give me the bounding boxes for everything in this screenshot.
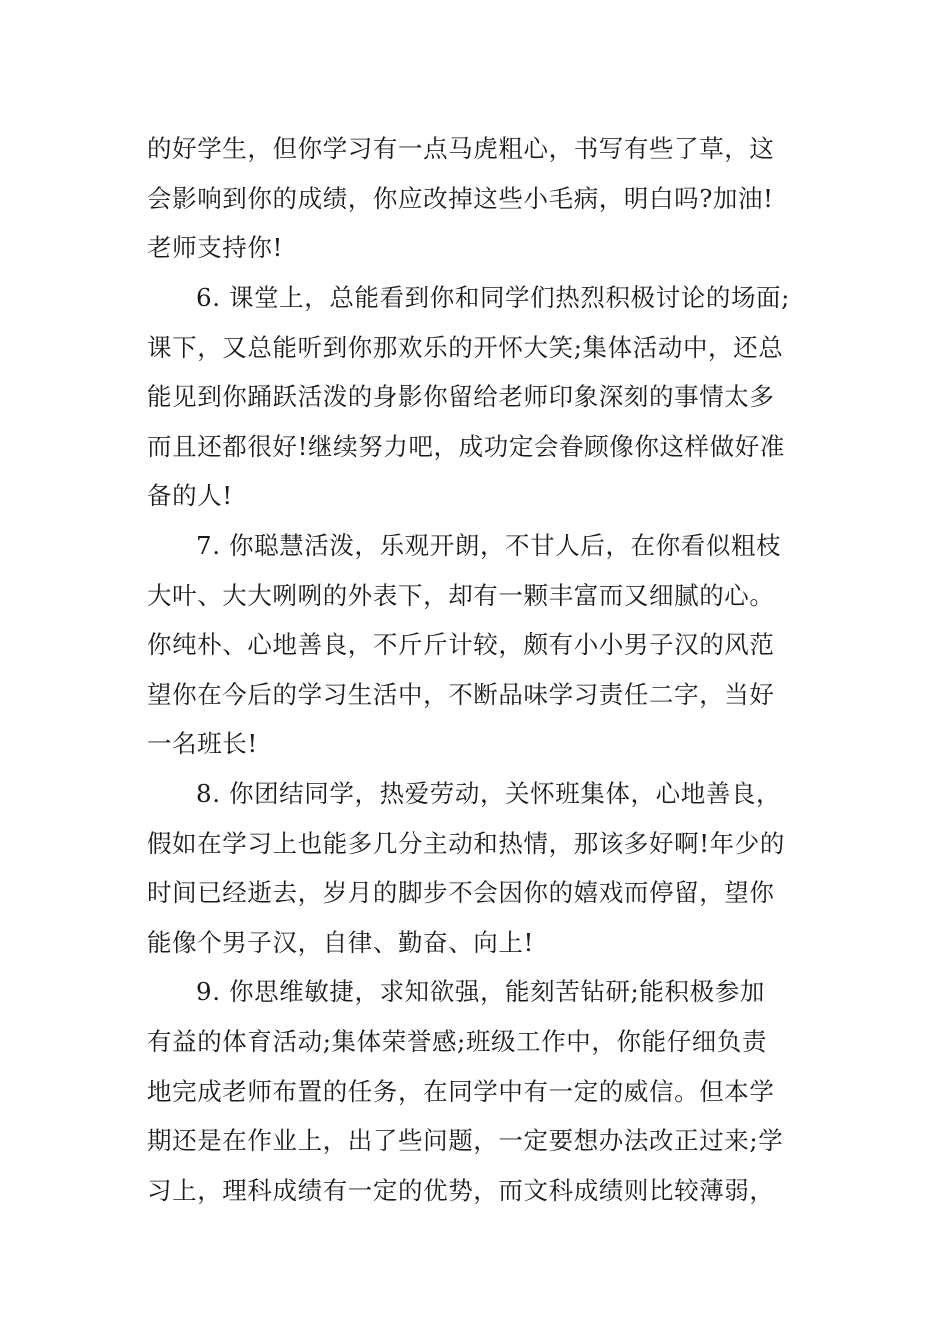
text-line: 老师支持你!	[147, 233, 283, 262]
text-line: 的好学生，但你学习有一点马虎粗心，书写有些了草，这	[147, 134, 775, 163]
text-line: 大叶、大大咧咧的外表下，却有一颗丰富而又细腻的心。	[147, 581, 775, 610]
paragraph-7-start: 7. 你聪慧活泼，乐观开朗，不甘人后，在你看似粗枝	[196, 531, 782, 560]
text-line: 备的人!	[147, 481, 233, 510]
text-line: 能像个男子汉，自律、勤奋、向上!	[147, 928, 534, 957]
text-line: 课下，又总能听到你那欢乐的开怀大笑;集体活动中，还总	[147, 333, 784, 362]
text-line: 而且还都很好!继续努力吧，成功定会眷顾像你这样做好准	[147, 432, 785, 461]
text-line: 地完成老师布置的任务，在同学中有一定的威信。但本学	[147, 1077, 775, 1106]
text-line: 假如在学习上也能多几分主动和热情，那该多好啊!年少的	[147, 829, 785, 858]
text-line: 会影响到你的成绩，你应改掉这些小毛病，明白吗?加油!	[147, 184, 774, 213]
text-line: 能见到你踊跃活泼的身影你留给老师印象深刻的事情太多	[147, 382, 775, 411]
text-line: 望你在今后的学习生活中，不断品味学习责任二字，当好	[147, 680, 775, 709]
text-line: 有益的体育活动;集体荣誉感;班级工作中，你能仔细负责	[147, 1027, 768, 1056]
text-line: 你纯朴、心地善良，不斤斤计较，颇有小小男子汉的风范	[147, 630, 775, 659]
text-line: 时间已经逝去，岁月的脚步不会因你的嬉戏而停留，望你	[147, 878, 775, 907]
text-line: 一名班长!	[147, 729, 258, 758]
text-line: 习上，理科成绩有一定的优势，而文科成绩则比较薄弱，	[147, 1176, 775, 1205]
paragraph-8-start: 8. 你团结同学，热爱劳动，关怀班集体，心地善良，	[196, 779, 782, 808]
paragraph-6-start: 6. 课堂上，总能看到你和同学们热烈积极讨论的场面;	[196, 283, 791, 312]
paragraph-9-start: 9. 你思维敏捷，求知欲强，能刻苦钻研;能积极参加	[196, 977, 765, 1006]
text-line: 期还是在作业上，出了些问题，一定要想办法改正过来;学	[147, 1126, 784, 1155]
